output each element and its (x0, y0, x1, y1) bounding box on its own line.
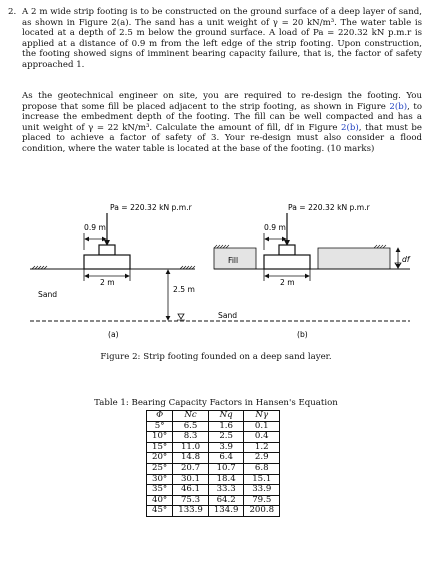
table-row (147, 432, 280, 443)
table-row (147, 506, 280, 517)
bearing-capacity-table (146, 410, 280, 517)
cell-phi: 45° (147, 506, 173, 517)
cell-nc: 133.9 (173, 506, 209, 517)
soil-label-b: Sand (218, 311, 238, 320)
table-row (147, 463, 280, 474)
header-nq: Nq (208, 411, 244, 422)
cell-phi: 40° (147, 495, 173, 506)
figure-b (214, 203, 411, 320)
footing-column-b (279, 245, 295, 255)
cell-phi: 25° (147, 463, 173, 474)
table-row (147, 474, 280, 485)
table-caption: Table 1: Bearing Capacity Factors in Hansen's Equation (94, 398, 338, 408)
cell-phi: 15° (147, 442, 173, 453)
cell-phi: 35° (147, 485, 173, 496)
footing-column-a (99, 245, 115, 255)
width-label-a: 2 m (100, 278, 115, 287)
table-row (147, 453, 280, 464)
cell-ngamma: 0.4 (244, 432, 280, 443)
table-row (147, 421, 280, 432)
figure-b-tag: (b) (297, 330, 308, 339)
cell-nq: 6.4 (208, 453, 244, 464)
wt-depth-label-a: 2.5 m (173, 285, 195, 294)
table-row (147, 485, 280, 496)
question-text-2a: As the geotechnical engineer on site, you are required to re-design the footing. You propose that some fill be placed adjacent to the strip footing, as shown in Figure (22, 91, 422, 112)
cell-nq: 64.2 (208, 495, 244, 506)
figure-caption: Figure 2: Strip footing founded on a deep sand layer. (100, 352, 332, 362)
cell-nq: 10.7 (208, 463, 244, 474)
cell-phi: 10° (147, 432, 173, 443)
fill-right-b (318, 248, 390, 269)
table-row (147, 495, 280, 506)
question-text-1: A 2 m wide strip footing is to be constructed on the ground surface of a deep layer of sand, as shown in Figure 2(a). The sand has a unit weight of γ = 20 kN/m³. The water table is located at a depth of 2.5 m below the ground surface. A load of Pa = 220.32 kN p.m.r is applied at a distance of 0.9 m from the left edge of the strip footing. Upon construction, the footing showed signs of imminent bearing capacity failure, that is, the factor of safety approached 1. (22, 7, 422, 70)
header-phi: Φ (147, 411, 173, 422)
figure-ref-link[interactable]: 2(b) (341, 122, 359, 133)
cell-ngamma: 33.9 (244, 485, 280, 496)
cell-nc: 46.1 (173, 485, 209, 496)
footing-base-b (264, 255, 310, 269)
load-label-b: Pa = 220.32 kN p.m.r (288, 203, 370, 212)
offset-label-b: 0.9 m (264, 223, 286, 232)
cell-nc: 30.1 (173, 474, 209, 485)
figure-a (30, 203, 195, 320)
cell-nc: 11.0 (173, 442, 209, 453)
width-label-b: 2 m (280, 278, 295, 287)
figure-a-tag: (a) (108, 330, 119, 339)
cell-phi: 30° (147, 474, 173, 485)
water-table-symbol-a (178, 314, 184, 319)
cell-nq: 18.4 (208, 474, 244, 485)
cell-phi: 5° (147, 421, 173, 432)
figure-ref-link[interactable]: 2(b) (389, 101, 408, 112)
header-ngamma: Nγ (244, 411, 280, 422)
cell-nq: 3.9 (208, 442, 244, 453)
cell-phi: 20° (147, 453, 173, 464)
table-row (147, 442, 280, 453)
cell-ngamma: 2.9 (244, 453, 280, 464)
fill-label-b: Fill (228, 256, 239, 265)
cell-ngamma: 1.2 (244, 442, 280, 453)
df-label-b: df (402, 255, 410, 264)
soil-label-a: Sand (38, 290, 58, 299)
cell-nc: 14.8 (173, 453, 209, 464)
cell-ngamma: 6.8 (244, 463, 280, 474)
cell-nc: 6.5 (173, 421, 209, 432)
cell-nq: 2.5 (208, 432, 244, 443)
load-label-a: Pa = 220.32 kN p.m.r (110, 203, 192, 212)
header-nc: Nc (173, 411, 209, 422)
cell-nc: 8.3 (173, 432, 209, 443)
cell-nc: 75.3 (173, 495, 209, 506)
footing-base-a (84, 255, 130, 269)
question-number: 2. (8, 7, 17, 17)
cell-nq: 33.3 (208, 485, 244, 496)
question-text-2c: , that must be placed to achieve a factor of safety of 3. Your re-design must also consider a flood condition, where the water table is located at the base of the footing. (10 marks) (22, 122, 422, 154)
question-text-2b: , to increase the embedment depth of the footing. The fill can be well compacted and has a unit weight of γ = 22 kN/m³. Calculate the amount of fill, df in Figure (22, 101, 423, 133)
offset-label-a: 0.9 m (84, 223, 106, 232)
cell-nq: 134.9 (208, 506, 244, 517)
cell-nc: 20.7 (173, 463, 209, 474)
cell-ngamma: 200.8 (244, 506, 280, 517)
cell-nq: 1.6 (208, 421, 244, 432)
cell-ngamma: 79.5 (244, 495, 280, 506)
cell-ngamma: 15.1 (244, 474, 280, 485)
table-header-row (147, 411, 280, 422)
cell-ngamma: 0.1 (244, 421, 280, 432)
